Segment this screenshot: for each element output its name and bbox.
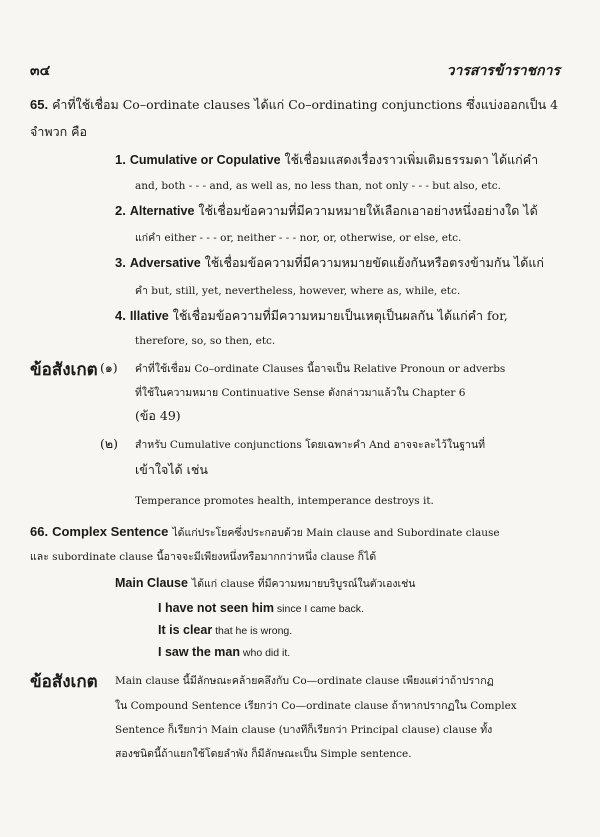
item-desc: ใช้เชื่อมข้อความที่มีความหมายขัดแย้งกันหรือตรงข้ามกัน ได้แก่: [204, 255, 544, 270]
section-number: 66.: [30, 524, 49, 539]
note-line: ใน Compound Sentence เรียกว่า Co—ordinate clause ถ้าหากปรากฏใน Complex: [115, 700, 517, 712]
item-title: Illative: [129, 309, 169, 323]
list-item: [115, 255, 544, 271]
example-main: I have not seen him: [158, 601, 275, 615]
note-line: Main clause นี้มีลักษณะคล้ายคลึงกับ Co—ordinate clause เพียงแต่ว่าถ้าปรากฏ: [115, 675, 494, 687]
journal-title: วารสารข้าราชการ: [446, 63, 560, 79]
note-item-number: (๑): [100, 360, 118, 375]
example-sentence: Temperance promotes health, intemperance destroys it.: [135, 495, 434, 507]
note-heading: ข้อสังเกต: [30, 360, 98, 380]
item-desc: ใช้เชื่อมข้อความที่มีความหมายเป็นเหตุเป็นผลกัน ได้แก่คำ for,: [172, 308, 508, 323]
note-line: สองชนิดนี้ถ้าแยกใช้โดยลำพัง ก็มีลักษณะเป็น Simple sentence.: [115, 748, 412, 760]
example-sub: that he is wrong.: [212, 625, 293, 637]
note-line: (ข้อ 49): [135, 408, 181, 423]
example-sub: since I came back.: [274, 603, 364, 615]
example-main: I saw the man: [158, 645, 240, 659]
item-line2: แก่คำ either - - - or, neither - - - nor, or, otherwise, or else, etc.: [135, 232, 462, 244]
list-item: [115, 152, 538, 168]
item-title: Alternative: [129, 204, 195, 218]
main-clause-desc: ได้แก่ clause ที่มีความหมายบริบูรณ์ในตัวเองเช่น: [191, 578, 416, 590]
example-line: [158, 600, 364, 617]
example-line: [158, 622, 292, 639]
section-text: ได้แก่ประโยคซึ่งประกอบด้วย Main clause and Subordinate clause: [172, 527, 500, 539]
section-66-line2: และ subordinate clause นี้อาจจะมีเพียงหนึ่งหรือมากกว่าหนึ่ง clause ก็ได้: [30, 551, 377, 563]
section-number: 65.: [30, 97, 49, 112]
list-item: [115, 203, 538, 219]
example-main: It is clear: [158, 623, 213, 637]
item-number: 3.: [115, 255, 126, 270]
section-65-line2: จำพวก คือ: [30, 124, 88, 139]
item-number: 4.: [115, 308, 126, 323]
note-heading: ข้อสังเกต: [30, 672, 98, 692]
example-sub: who did it.: [239, 647, 291, 659]
section-text: คำที่ใช้เชื่อม Co–ordinate clauses ได้แก่ Co–ordinating conjunctions ซึ่งแบ่งออกเป็น 4: [52, 97, 559, 112]
example-line: [158, 644, 290, 661]
item-number: 1.: [115, 152, 126, 167]
item-desc: ใช้เชื่อมแสดงเรื่องราวเพิ่มเติมธรรมดา ได้แก่คำ: [284, 152, 539, 167]
section-66-line1: [30, 524, 500, 541]
item-number: 2.: [115, 203, 126, 218]
note-item-number: (๒): [100, 436, 118, 451]
main-clause-label: Main Clause: [115, 576, 188, 590]
item-desc: ใช้เชื่อมข้อความที่มีความหมายให้เลือกเอาอย่างหนึ่งอย่างใด ได้: [198, 203, 538, 218]
item-line2: therefore, so, so then, etc.: [135, 335, 276, 347]
section-65-line1: [30, 97, 558, 113]
note-line: คำที่ใช้เชื่อม Co–ordinate Clauses นี้อาจเป็น Relative Pronoun or adverbs: [135, 363, 506, 375]
item-line2: คำ but, still, yet, nevertheless, however, where as, while, etc.: [135, 285, 461, 297]
page-number: ๓๔: [30, 63, 51, 79]
section-title: Complex Sentence: [52, 524, 169, 539]
item-title: Cumulative or Copulative: [129, 153, 281, 167]
note-line: ที่ใช้ในความหมาย Continuative Sense ดังกล่าวมาแล้วใน Chapter 6: [135, 387, 466, 399]
item-title: Adversative: [129, 256, 201, 270]
note-line: Sentence ก็เรียกว่า Main clause (บางทีก็เรียกว่า Principal clause) clause ทั้ง: [115, 724, 493, 736]
list-item: [115, 308, 508, 324]
item-line2: and, both - - - and, as well as, no less than, not only - - - but also, etc.: [135, 180, 501, 192]
note-line: เข้าใจได้ เช่น: [135, 462, 208, 477]
note-line: สำหรับ Cumulative conjunctions โดยเฉพาะคำ And อาจจะละไว้ในฐานที่: [135, 439, 486, 451]
main-clause-def: [115, 575, 415, 592]
